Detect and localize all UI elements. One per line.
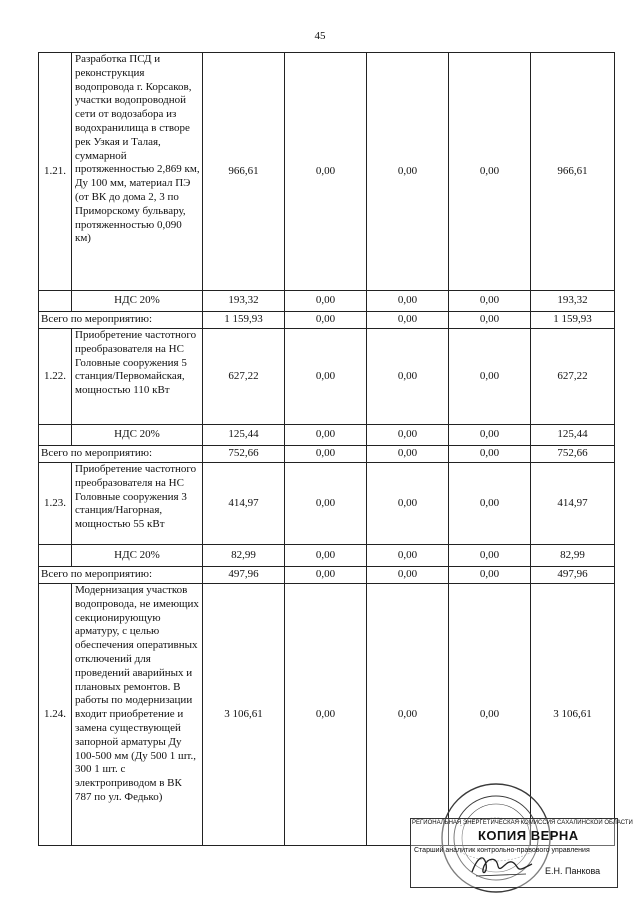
value-cell: 0,00 <box>367 425 449 446</box>
value-cell: 125,44 <box>203 425 285 446</box>
value-cell: 0,00 <box>449 584 531 846</box>
value-cell: 0,00 <box>449 567 531 584</box>
stamp-role: Старший аналитик контрольно-правового управления <box>414 847 590 854</box>
stamp-copy-label: КОПИЯ ВЕРНА <box>478 828 579 843</box>
empty-cell <box>39 291 72 312</box>
table-row <box>39 463 615 545</box>
value-cell: 497,96 <box>531 567 615 584</box>
value-cell: 0,00 <box>367 291 449 312</box>
value-cell: 1 159,93 <box>531 312 615 329</box>
value-cell: 0,00 <box>367 446 449 463</box>
page-number: 45 <box>314 30 326 42</box>
total-row <box>39 446 615 463</box>
value-cell: 3 106,61 <box>531 584 615 846</box>
value-cell: 0,00 <box>285 53 367 291</box>
value-cell: 125,44 <box>531 425 615 446</box>
stamp-name: Е.Н. Панкова <box>545 866 601 876</box>
value-cell: 0,00 <box>285 425 367 446</box>
budget-table <box>38 52 633 846</box>
value-cell: 0,00 <box>367 545 449 567</box>
nds-row <box>39 545 615 567</box>
value-cell: 966,61 <box>203 53 285 291</box>
value-cell: 3 106,61 <box>203 584 285 846</box>
value-cell: 0,00 <box>367 584 449 846</box>
value-cell: 627,22 <box>531 329 615 425</box>
value-cell: 0,00 <box>367 329 449 425</box>
value-cell: 0,00 <box>285 329 367 425</box>
nds-label: НДС 20% <box>72 545 203 567</box>
value-cell: 82,99 <box>531 545 615 567</box>
item-description: Модернизация участков водопровода, не имеющих секционирующую арматуру, с целью обеспечения оперативных отключений для проведений аварийных и плановых ремонтов. В работы по модернизации входит приобретение и замена существующей запорной арматуры Ду 100-500 мм (Ду 500 1 шт., 300 1 шт. с электроприводом в ВК 787 по ул. Федько) <box>72 584 203 846</box>
value-cell: 0,00 <box>285 291 367 312</box>
nds-label: НДС 20% <box>72 425 203 446</box>
value-cell: 0,00 <box>449 53 531 291</box>
value-cell: 0,00 <box>449 446 531 463</box>
value-cell: 0,00 <box>449 545 531 567</box>
value-cell: 0,00 <box>285 545 367 567</box>
value-cell: 0,00 <box>367 53 449 291</box>
value-cell: 414,97 <box>203 463 285 545</box>
value-cell: 414,97 <box>531 463 615 545</box>
table-row <box>39 329 615 425</box>
value-cell: 0,00 <box>367 312 449 329</box>
total-label: Всего по мероприятию: <box>39 567 203 584</box>
item-description: Приобретение частотного преобразователя на НС Головные сооружения 3 станция/Нагорная, мощностью 55 кВт <box>72 463 203 545</box>
value-cell: 0,00 <box>285 567 367 584</box>
value-cell: 1 159,93 <box>203 312 285 329</box>
value-cell: 82,99 <box>203 545 285 567</box>
item-description: Приобретение частотного преобразователя на НС Головные сооружения 5 станция/Первомайская, мощностью 110 кВт <box>72 329 203 425</box>
total-row <box>39 312 615 329</box>
value-cell: 0,00 <box>285 312 367 329</box>
value-cell: 0,00 <box>449 312 531 329</box>
item-description: Разработка ПСД и реконструкция водопровода г. Корсаков, участки водопроводной сети от водозабора из водохранилища в створе рек Узкая и Талая, суммарной протяженностью 2,869 км, Ду 100 мм, материал ПЭ (от ВК до дома 2, 3 по Приморскому бульвару, протяженностью 0,090 км) <box>72 53 203 291</box>
value-cell: 0,00 <box>449 291 531 312</box>
nds-row <box>39 291 615 312</box>
value-cell: 0,00 <box>285 446 367 463</box>
value-cell: 193,32 <box>203 291 285 312</box>
value-cell: 0,00 <box>449 425 531 446</box>
item-number: 1.24. <box>39 584 72 846</box>
value-cell: 0,00 <box>285 463 367 545</box>
nds-row <box>39 425 615 446</box>
value-cell: 627,22 <box>203 329 285 425</box>
handwritten-signature <box>466 850 536 880</box>
value-cell: 0,00 <box>449 463 531 545</box>
value-cell: 0,00 <box>285 584 367 846</box>
nds-label: НДС 20% <box>72 291 203 312</box>
empty-cell <box>39 545 72 567</box>
value-cell: 0,00 <box>367 567 449 584</box>
value-cell: 0,00 <box>367 463 449 545</box>
value-cell: 966,61 <box>531 53 615 291</box>
value-cell: 193,32 <box>531 291 615 312</box>
item-number: 1.22. <box>39 329 72 425</box>
total-label: Всего по мероприятию: <box>39 312 203 329</box>
value-cell: 752,66 <box>531 446 615 463</box>
value-cell: 497,96 <box>203 567 285 584</box>
total-label: Всего по мероприятию: <box>39 446 203 463</box>
value-cell: 752,66 <box>203 446 285 463</box>
stamp-organization: РЕГИОНАЛЬНАЯ ЭНЕРГЕТИЧЕСКАЯ КОМИССИЯ САХАЛИНСКОЙ ОБЛАСТИ <box>412 820 633 826</box>
total-row <box>39 567 615 584</box>
item-number: 1.21. <box>39 53 72 291</box>
table-row <box>39 53 615 291</box>
item-number: 1.23. <box>39 463 72 545</box>
value-cell: 0,00 <box>449 329 531 425</box>
empty-cell <box>39 425 72 446</box>
